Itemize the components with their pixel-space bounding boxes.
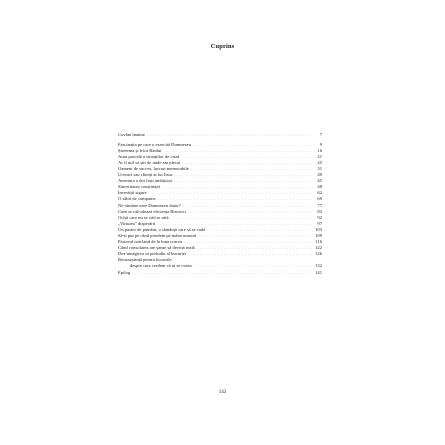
toc-entry-title: Când consolarea are șanse să devină reală [118,245,195,251]
toc-entry-page: 126 [315,251,322,257]
toc-entry-page: 48 [317,184,322,190]
toc-entry [118,132,322,138]
toc-entry-title: Ucenici sau clienți ai lui Iisus [118,172,173,178]
toc-entry-page: 9 [319,141,322,147]
toc-entry-page: 116 [315,239,322,245]
dot-leader [132,270,312,276]
toc-entry-title: Investiții sigure [118,190,147,196]
toc-entry-title: Recunoștință pentru lucrurile [118,257,172,263]
toc-entry-page: 132 [315,263,322,269]
toc-entry-title: „Virtutea” disperării [118,220,156,226]
toc-entry-title: Dez-amăgirea ca preludiu al bucuriei [118,251,187,257]
toc-entry-title: Pastorul orăcland de la luna crucea [118,239,183,245]
toc-entry-page: 45 [317,178,322,184]
toc-entry-title: Epilog [118,269,131,275]
toc-entry-page: 97 [317,220,322,226]
dot-leader [147,132,312,138]
toc-entry-title: O săbii de companie [118,196,156,202]
toc-entry-title: Cum se calculează eficiența Bisericii [118,208,186,214]
toc-entry-page: 31 [317,165,322,171]
toc-entry-title: Șiretenia și frica Răului [118,147,162,153]
toc-entry-title: Fascinația pe care o exercită Dumnezeu [118,141,192,147]
toc-entry-page: 25 [317,159,322,165]
toc-entry-page: 62 [317,190,322,196]
toc-entry-page: 77 [317,202,322,208]
toc-entry-page: 92 [317,214,322,220]
toc-entry-page: 103 [315,226,322,232]
page-number: 143 [218,390,227,395]
toc-entry-page: 16 [317,147,322,153]
toc-entry-title: Ochii care nu se văd se uită [118,214,169,220]
toc-entry-page: 7 [319,132,322,137]
toc-entry-page: 109 [315,233,322,238]
toc-entry-title: Oameni de succes, lucruri memorabile [118,165,189,171]
toc-entry-title: despre care credem că ni se cuvin [130,263,192,269]
toc-entry [118,270,322,276]
toc-entry-page: 122 [315,245,322,251]
toc-entry-page: 21 [317,153,322,159]
dot-leader [188,251,312,257]
toc-entry-title: Cuvânt înainte [118,132,145,137]
toc-entry-page: 141 [315,269,322,275]
page-title: Cuprins [210,43,235,50]
toc-entry-page: 40 [317,172,322,178]
toc-entry-title: Aventura a doi frați ambițioși [118,178,173,184]
table-of-contents [118,132,322,276]
toc-entry-title: Ne rămâne oare Dumnezeu dator? [118,202,181,208]
toc-entry-title: Un pastor de pământ, o sâmânță care să se cadă [118,226,206,232]
toc-entry-title: Ar fi util să știi de unde am plecat [118,159,181,165]
toc-entry-page: 69 [317,196,322,202]
toc-entry-title: Să-ți pui pe când pierdem pe mâna noastră [118,233,197,238]
toc-entry-title: Aura pascală a situațiilor de criză [118,153,180,159]
toc-entry-title: Sinceritatea conștiinței [118,184,160,190]
toc-entry-page: 83 [317,208,322,214]
